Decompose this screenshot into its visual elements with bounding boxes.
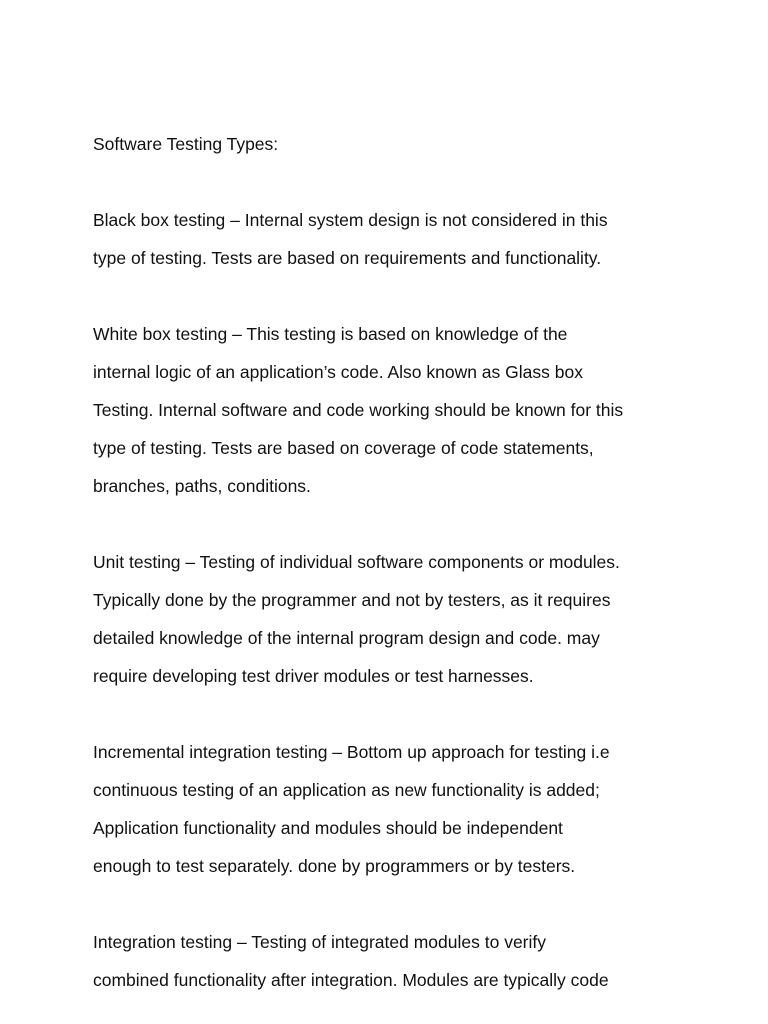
paragraph-integration-testing	[93, 923, 713, 999]
text-line: Testing. Internal software and code working should be known for this	[93, 400, 624, 420]
text-line: continuous testing of an application as new functionality is added;	[93, 780, 600, 800]
document-title: Software Testing Types:	[93, 134, 279, 154]
text-line: Integration testing – Testing of integrated modules to verify	[93, 932, 547, 952]
text-line: type of testing. Tests are based on requirements and functionality.	[93, 248, 602, 268]
paragraph-gap	[93, 277, 713, 315]
text-line: require developing test driver modules or test harnesses.	[93, 666, 534, 686]
paragraph-unit-testing	[93, 543, 713, 695]
paragraph-white-box-testing	[93, 315, 713, 505]
paragraph-gap	[93, 885, 713, 923]
text-line: combined functionality after integration. Modules are typically code	[93, 970, 609, 990]
text-line: Unit testing – Testing of individual software components or modules.	[93, 552, 620, 572]
text-line: Black box testing – Internal system design is not considered in this	[93, 210, 608, 230]
document-body	[93, 125, 713, 999]
paragraph-incremental-integration-testing	[93, 733, 713, 885]
paragraph-black-box-testing	[93, 201, 713, 277]
text-line: branches, paths, conditions.	[93, 476, 311, 496]
paragraph-gap	[93, 505, 713, 543]
text-line: internal logic of an application’s code. Also known as Glass box	[93, 362, 583, 382]
text-line: enough to test separately. done by programmers or by testers.	[93, 856, 576, 876]
text-line: White box testing – This testing is based on knowledge of the	[93, 324, 568, 344]
text-line: type of testing. Tests are based on coverage of code statements,	[93, 438, 594, 458]
text-line: Application functionality and modules should be independent	[93, 818, 563, 838]
paragraph-gap	[93, 695, 713, 733]
text-line: detailed knowledge of the internal program design and code. may	[93, 628, 600, 648]
text-line: Incremental integration testing – Bottom up approach for testing i.e	[93, 742, 610, 762]
text-line: Typically done by the programmer and not by testers, as it requires	[93, 590, 611, 610]
paragraph-gap	[93, 163, 713, 201]
